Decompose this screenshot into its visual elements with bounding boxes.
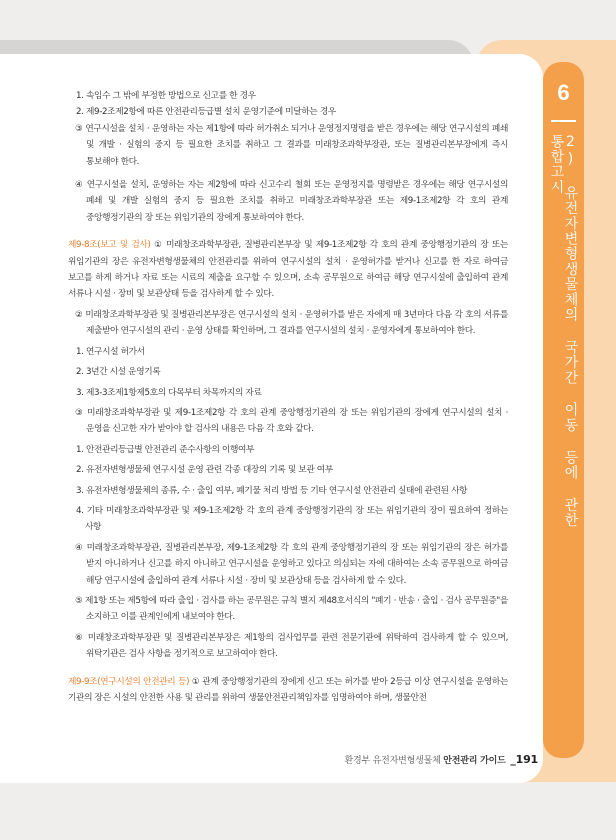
article-9-9 — [68, 674, 508, 707]
footer-publisher: 환경부 유전자변형생물체 — [344, 756, 441, 766]
list-item: 1. 연구시설 허가서 — [76, 346, 145, 357]
sidebar-title: 2) 유전자변형생물체의 국가간 이동 등에 관한 통합고시 — [548, 134, 579, 528]
article-title: 제9-8조(보고 및 검사) — [68, 240, 151, 251]
page-footer — [344, 753, 538, 766]
list-item: 1. 안전관리등급별 안전관리 준수사항의 이행여부 — [76, 444, 255, 455]
paragraph: ④ 미래창조과학부장관, 질병관리본부장, 제9-1조제2항 각 호의 관계 중앙행정기관의 장 또는 위임기관의 장은 허가를 받지 아니하거나 신고를 하지 아니하고 연구시설을 운영하고 있다고 의심되는 자에 대하여는 소속 공무원으로 하여금 해당 연구시설에 출입하여 관계 서류나 시설 · 장비 및 보관상태 등을 검사하게 할 수 있다. — [75, 542, 508, 586]
list-item: 3. 제3-3조제1항제5호의 다목부터 차목까지의 자료 — [76, 387, 262, 398]
chapter-number: 6 — [557, 80, 570, 105]
paragraph: ③ 미래창조과학부장관 및 제9-1조제2항 각 호의 관계 중앙행정기관의 장 또는 위임기관의 장에게 연구시설의 설치 · 운영을 신고한 자가 받아야 할 검사의 내용은 다음 각 호와 같다. — [75, 407, 508, 435]
paragraph: ⑤ 제1항 또는 제5항에 따라 출입 · 검사를 하는 공무원은 규칙 별지 제48호서식의 "폐기 · 반송 · 출입 · 검사 공무원증"을 소지하고 이를 관계인에게 내보여야 한다. — [75, 595, 508, 623]
article-title: 제9-9조(연구시설의 안전관리 등) — [68, 676, 190, 687]
list-item: 3. 유전자변형생물체의 종류, 수 · 출입 여부, 폐기물 처리 방법 등 기타 연구시설 안전관리 실태에 관련된 사항 — [76, 485, 468, 496]
article-9-8 — [68, 237, 508, 303]
paragraph: ④ 연구시설을 설치, 운영하는 자는 제2항에 따라 신고수리 철회 또는 운영정지를 명령받은 경우에는 해당 연구시설의 폐쇄 및 개발 실험의 중지 등 필요한 조치를 취하고 미래창조과학부장관 또는 제9-1조제2항 각 호의 관계 중앙행정기관의 장 또는 위임기관의 장에게 통보하여야 한다. — [75, 180, 508, 223]
list-item: 4. 기타 미래창조과학부장관 및 제9-1조제2항 각 호의 관계 중앙행정기관의 장 또는 위임기관의 장이 필요하여 정하는 사항 — [76, 505, 508, 533]
footer-guide: 안전관리 가이드 — [443, 756, 506, 766]
list-item: 1. 속임수 그 밖에 부정한 방법으로 신고를 한 경우 — [76, 91, 256, 101]
page-number: _191 — [510, 753, 538, 766]
list-item: 2. 3년간 시설 운영기록 — [76, 367, 161, 378]
article-text: ① 관계 중앙행정기관의 장에게 신고 또는 허가를 받아 2등급 이상 연구시설을 운영하는 기관의 장은 시설의 안전한 사용 및 관리를 위하여 생물안전관리책임자를 임명하여야 하며, 생물안전 — [68, 676, 508, 703]
document-body — [68, 88, 508, 706]
list-item: 2. 제9-2조제2항에 따른 안전관리등급별 설치 운영기준에 미달하는 경우 — [76, 107, 336, 118]
list-item: 2. 유전자변형생물체 연구시설 운영 관련 각종 대장의 기록 및 보관 여부 — [76, 465, 333, 476]
chapter-sidebar — [543, 62, 584, 758]
sidebar-divider — [551, 120, 576, 122]
paragraph: ② 미래창조과학부장관 및 질병관리본부장은 연구시설의 설치 · 운영허가를 받은 자에게 매 3년마다 다음 각 호의 서류를 제출받아 연구시설의 관리 · 운영 상태를 확인하며, 그 결과를 연구시설의 설치 · 운영자에게 통보하여야 한다. — [75, 309, 508, 337]
article-text: ① 미래창조과학부장관, 질병관리본부장 및 제9-1조제2항 각 호의 관계 중앙행정기관의 장 또는 위임기관의 장은 유전자변형생물체의 안전관리를 위하여 연구시설의 설치 · 운영허가를 받거나 신고를 한 자로 하여금 보고를 하게 하거나 자료 또는 시료의 제출을 요구할 수 있으며, 소속 공무원으로 하여금 해당 연구시설에 출입하여 관계 서류나 시설 · 장비 및 보관상태 등을 검사하게 할 수 있다. — [68, 240, 508, 300]
paragraph: ⑥ 미래창조과학부장관 및 질병관리본부장은 제1항의 검사업무를 관련 전문기관에 위탁하여 검사하게 할 수 있으며, 위탁기관은 검사 사항을 정기적으로 보고하여야 한다. — [75, 632, 508, 660]
paragraph: ③ 연구시설을 설치 · 운영하는 자는 제1항에 따라 허가취소 되거나 운영정지명령을 받은 경우에는 해당 연구시설의 폐쇄 및 개발 · 실험의 중지 등 필요한 조치를 취하고 그 결과를 미래창조과학부장관, 또는 질병관리본부장에게 즉시 통보해야 한다. — [75, 123, 508, 167]
